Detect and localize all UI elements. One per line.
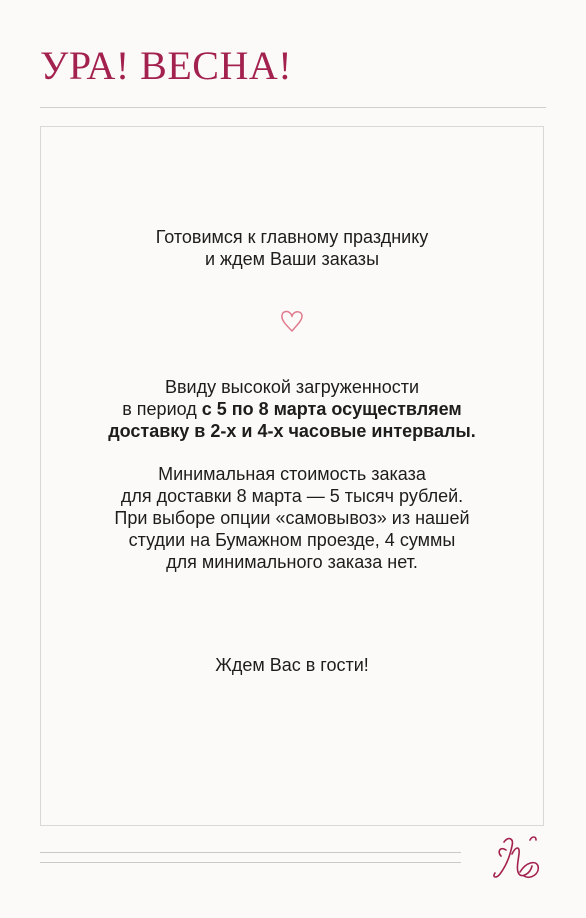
intro-text [41,226,543,270]
welcome-text: Ждем Вас в гости! [215,655,369,675]
monogram-logo-icon [486,832,548,884]
minimum-line-5: для минимального заказа нет. [166,552,418,572]
bottom-divider-upper [40,852,461,853]
minimum-order-text [41,463,543,573]
notice-line-3-bold: доставку в 2-х и 4-х часовые интервалы. [108,421,476,441]
notice-line-2-bold: с 5 по 8 марта осуществляем [201,399,462,419]
notice-line-2-plain: в период [122,399,202,419]
notice-line-3 [41,420,543,442]
announcement-card [40,126,544,826]
minimum-line-3: При выборе опции «самовывоз» из нашей [114,508,470,528]
delivery-notice [41,376,543,442]
notice-line-2 [41,398,543,420]
bottom-divider-lower [40,862,461,863]
heart-icon [278,307,306,335]
top-divider [40,107,546,108]
page-title: УРА! ВЕСНА! [40,43,293,88]
minimum-line-4: студии на Бумажном проезде, 4 суммы [128,530,456,550]
minimum-line-2: для доставки 8 марта — 5 тысяч рублей. [120,486,464,506]
notice-line-1: Ввиду высокой загруженности [164,377,420,397]
intro-line-2: и ждем Ваши заказы [204,249,380,269]
intro-line-1: Готовимся к главному празднику [155,227,429,247]
minimum-line-1: Минимальная стоимость заказа [158,464,426,484]
